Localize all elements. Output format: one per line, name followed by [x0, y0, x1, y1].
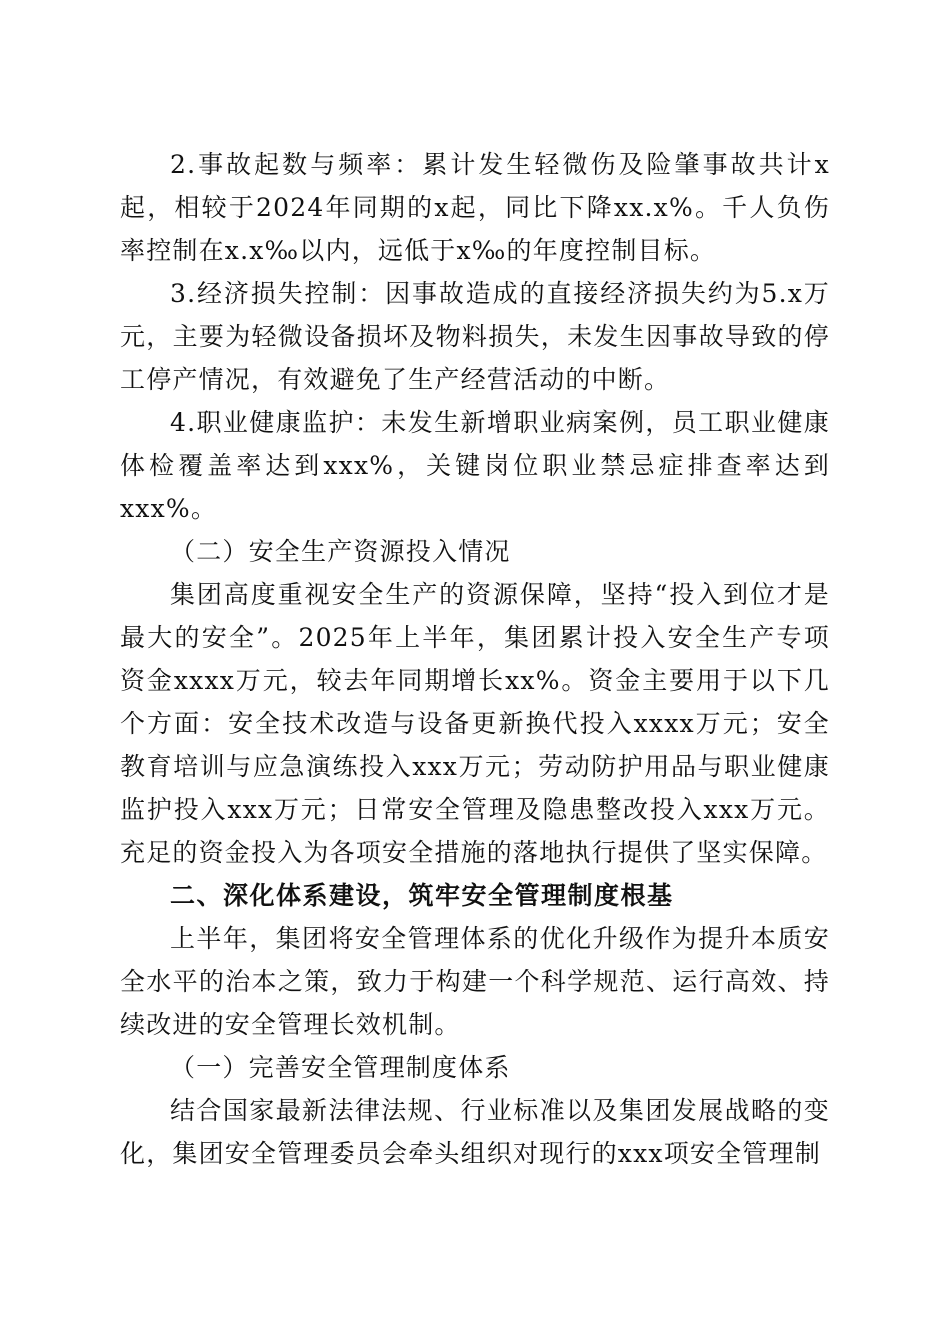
- subheading-improve-system: （一）完善安全管理制度体系: [170, 1053, 511, 1082]
- paragraph-accident-frequency: 2.事故起数与频率：累计发生轻微伤及险肇事故共计x起，相较于2024年同期的x起，同比下降xx.x%。千人负伤率控制在x.x‰以内，远低于x‰的年度控制目标。: [120, 150, 830, 265]
- section-heading-system-building: 二、深化体系建设，筑牢安全管理制度根基: [170, 881, 674, 910]
- paragraph-occupational-health: 4.职业健康监护：未发生新增职业病案例，员工职业健康体检覆盖率达到xxx%，关键岗位职业禁忌症排查率达到xxx%。: [120, 408, 830, 523]
- subheading-resource-investment: （二）安全生产资源投入情况: [170, 537, 511, 566]
- paragraph-system-building-intro: 上半年，集团将安全管理体系的优化升级作为提升本质安全水平的治本之策，致力于构建一个科学规范、运行高效、持续改进的安全管理长效机制。: [120, 924, 830, 1039]
- document-body: [120, 143, 830, 1175]
- paragraph-economic-loss: 3.经济损失控制：因事故造成的直接经济损失约为5.x万元，主要为轻微设备损坏及物料损失，未发生因事故导致的停工停产情况，有效避免了生产经营活动的中断。: [120, 279, 830, 394]
- paragraph-resource-investment: 集团高度重视安全生产的资源保障，坚持“投入到位才是最大的安全”。2025年上半年，集团累计投入安全生产专项资金xxxx万元，较去年同期增长xx%。资金主要用于以下几个方面：安全技术改造与设备更新换代投入xxxx万元；安全教育培训与应急演练投入xxx万元；劳动防护用品与职业健康监护投入xxx万元；日常安全管理及隐患整改投入xxx万元。充足的资金投入为各项安全措施的落地执行提供了坚实保障。: [120, 580, 830, 867]
- paragraph-improve-system: 结合国家最新法律法规、行业标准以及集团发展战略的变化，集团安全管理委员会牵头组织对现行的xxx项安全管理制: [120, 1096, 830, 1168]
